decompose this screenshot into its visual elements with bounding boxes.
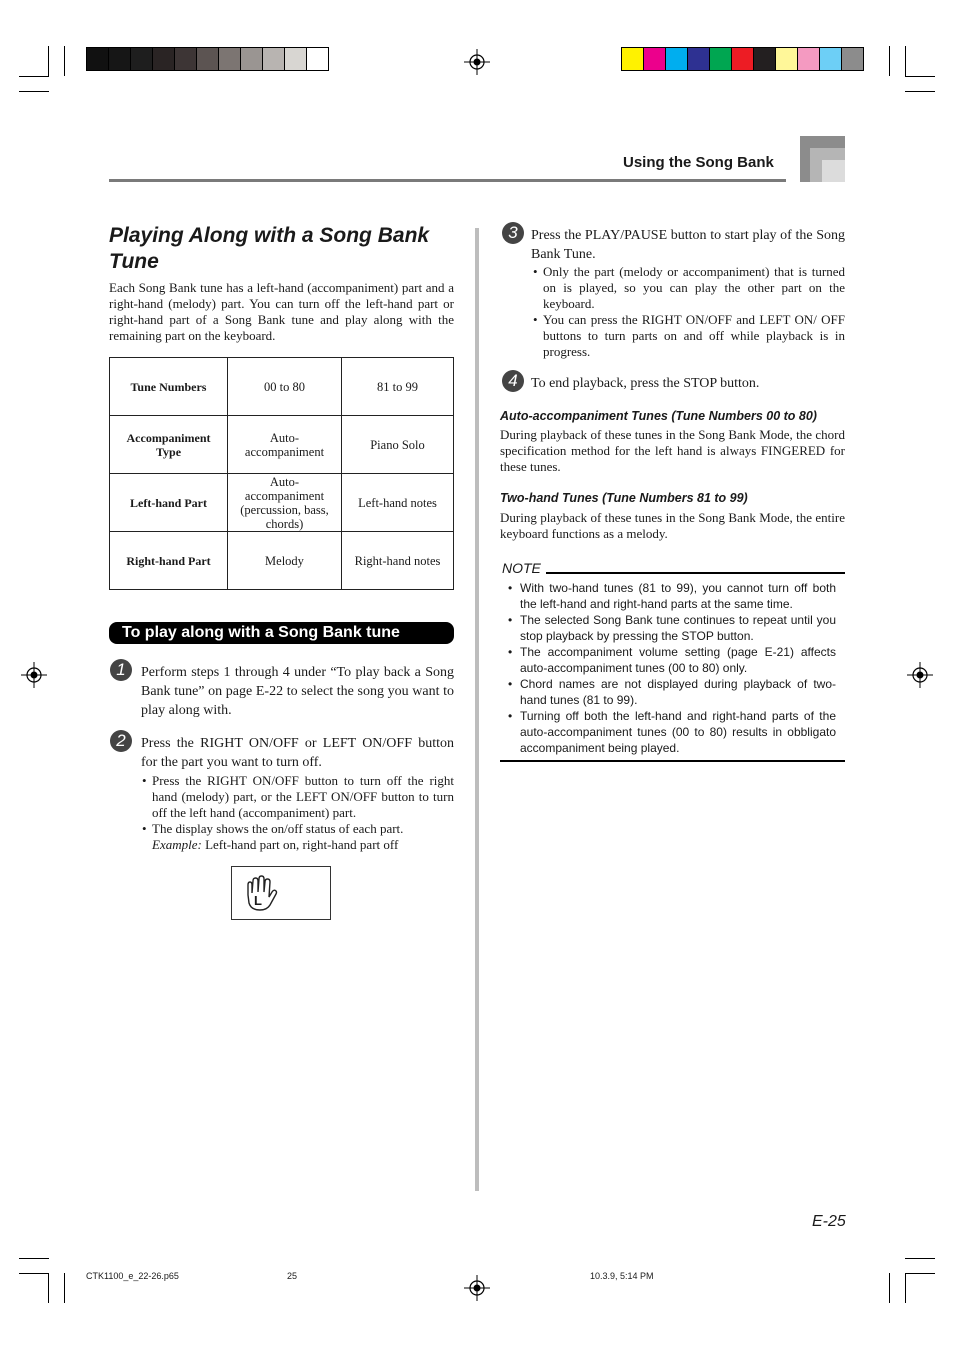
- table-cell: Accompaniment Type: [110, 416, 228, 474]
- crop-mark: [19, 91, 49, 92]
- crop-mark: [19, 76, 49, 77]
- grayscale-calibration-bar: [86, 47, 329, 71]
- color-swatch: [87, 48, 109, 70]
- table-cell: Left-hand Part: [110, 474, 228, 532]
- note-rule: [546, 572, 845, 574]
- note-bottom-rule: [500, 760, 845, 762]
- list-item: • Chord names are not displayed during playback of two-hand tunes (81 to 99).: [508, 676, 836, 708]
- color-swatch: [798, 48, 820, 70]
- color-swatch: [131, 48, 153, 70]
- footer-timestamp: 10.3.9, 5:14 PM: [590, 1271, 654, 1281]
- footer-filename: CTK1100_e_22-26.p65: [86, 1271, 179, 1281]
- step-number-1: 1: [110, 659, 132, 681]
- page-title: Playing Along with a Song Bank Tune: [109, 224, 430, 273]
- crop-mark: [64, 1273, 65, 1303]
- auto-accompaniment-heading: Auto-accompaniment Tunes (Tune Numbers 00 to 80): [500, 409, 817, 423]
- step-3-text: Press the PLAY/PAUSE button to start play of the Song Bank Tune.: [531, 228, 845, 262]
- step-2-text: Press the RIGHT ON/OFF or LEFT ON/OFF button for the part you want to turn off.: [141, 736, 454, 770]
- registration-mark-icon: [462, 1273, 492, 1303]
- table-cell: Piano Solo: [342, 416, 454, 474]
- auto-accompaniment-text: During playback of these tunes in the Song Bank Mode, the chord specification method for the left hand is always FINGERED for these tunes.: [500, 427, 845, 474]
- note-title: NOTE: [502, 560, 541, 576]
- table-cell: Right-hand notes: [342, 532, 454, 590]
- list-item: • Press the RIGHT ON/OFF button to turn off the right hand (melody) part, or the LEFT ON/OFF button to turn off the left hand (accompaniment) part.: [142, 773, 454, 821]
- lcd-display-example: [231, 866, 331, 920]
- color-swatch: [732, 48, 754, 70]
- list-item: • Only the part (melody or accompaniment) that is turned on is played, so you can play the other part on the keyboard.: [533, 264, 845, 312]
- crop-mark: [64, 46, 65, 76]
- table-cell: Right-hand Part: [110, 532, 228, 590]
- crop-mark: [19, 1273, 49, 1274]
- tune-parts-table: [109, 357, 454, 590]
- step-2-bullets: [142, 773, 454, 853]
- section-tab-decoration: [800, 136, 845, 182]
- table-cell: Tune Numbers: [110, 358, 228, 416]
- example-label: Example:: [152, 837, 202, 852]
- color-swatch: [754, 48, 776, 70]
- color-swatch: [622, 48, 644, 70]
- table-cell: Left-hand notes: [342, 474, 454, 532]
- color-swatch: [197, 48, 219, 70]
- color-swatch: [219, 48, 241, 70]
- color-swatch: [241, 48, 263, 70]
- subsection-heading: [109, 622, 454, 644]
- color-swatch: [307, 48, 328, 70]
- color-swatch: [175, 48, 197, 70]
- header-rule: [109, 179, 786, 182]
- display-hand-label: L: [254, 893, 262, 908]
- registration-mark-icon: [462, 47, 492, 77]
- crop-mark: [48, 1273, 49, 1303]
- step-number-3: 3: [502, 222, 524, 244]
- color-swatch: [644, 48, 666, 70]
- list-item: • The accompaniment volume setting (page E-21) affects auto-accompaniment tunes (00 to 80) only.: [508, 644, 836, 676]
- table-row: [110, 416, 454, 474]
- table-cell: Melody: [228, 532, 342, 590]
- color-swatch: [688, 48, 710, 70]
- color-swatch: [842, 48, 863, 70]
- color-swatch: [776, 48, 798, 70]
- color-swatch: [710, 48, 732, 70]
- crop-mark: [889, 46, 890, 76]
- table-cell: 00 to 80: [228, 358, 342, 416]
- registration-mark-icon: [905, 660, 935, 690]
- color-swatch: [153, 48, 175, 70]
- list-item: • With two-hand tunes (81 to 99), you cannot turn off both the left-hand and right-hand parts at the same time.: [508, 580, 836, 612]
- table-row: [110, 474, 454, 532]
- table-row: [110, 532, 454, 590]
- list-item-text: The display shows the on/off status of each part.: [152, 821, 404, 836]
- list-item: • You can press the RIGHT ON/OFF and LEFT ON/ OFF buttons to turn parts on and off while playback is in progress.: [533, 312, 845, 360]
- intro-paragraph: Each Song Bank tune has a left-hand (accompaniment) part and a right-hand (melody) part. You can turn off the left-hand part or right-hand part of a Song Bank tune and play along with the remaining part on the keyboard.: [109, 280, 454, 343]
- step-1-text: Perform steps 1 through 4 under “To play back a Song Bank tune” on page E-22 to select the song you want to play along with.: [141, 665, 454, 718]
- crop-mark: [905, 76, 935, 77]
- registration-mark-icon: [19, 660, 49, 690]
- example-text: Left-hand part on, right-hand part off: [201, 837, 399, 852]
- step-4-text: To end playback, press the STOP button.: [531, 376, 760, 391]
- note-list: [508, 580, 836, 756]
- color-swatch: [285, 48, 307, 70]
- list-item: • The selected Song Bank tune continues to repeat until you stop playback by pressing the STOP button.: [508, 612, 836, 644]
- two-hand-text: During playback of these tunes in the Song Bank Mode, the entire keyboard functions as a melody.: [500, 510, 845, 541]
- list-item: [142, 821, 454, 853]
- color-swatch: [666, 48, 688, 70]
- crop-mark: [905, 1273, 935, 1274]
- crop-mark: [905, 46, 906, 76]
- table-row: [110, 358, 454, 416]
- two-hand-heading: Two-hand Tunes (Tune Numbers 81 to 99): [500, 491, 748, 505]
- step-number-2: 2: [110, 730, 132, 752]
- table-cell: Auto-accompaniment: [228, 416, 342, 474]
- footer-page: 25: [287, 1271, 298, 1281]
- section-title: Using the Song Bank: [623, 154, 774, 171]
- crop-mark: [19, 1258, 49, 1259]
- table-cell: 81 to 99: [342, 358, 454, 416]
- color-swatch: [263, 48, 285, 70]
- column-divider: [475, 228, 479, 1191]
- crop-mark: [905, 1258, 935, 1259]
- color-calibration-bar: [621, 47, 864, 71]
- table-cell: Auto-accompaniment (percussion, bass, chords): [228, 474, 342, 532]
- color-swatch: [109, 48, 131, 70]
- crop-mark: [905, 1273, 906, 1303]
- color-swatch: [820, 48, 842, 70]
- step-3-bullets: [533, 264, 845, 360]
- step-number-4: 4: [502, 370, 524, 392]
- crop-mark: [48, 46, 49, 76]
- list-item: • Turning off both the left-hand and right-hand parts of the auto-accompaniment tunes (00 to 80) results in obbligato accompaniment being played.: [508, 708, 836, 756]
- subsection-title: To play along with a Song Bank tune: [122, 624, 400, 641]
- crop-mark: [905, 91, 935, 92]
- page-number: E-25: [812, 1213, 846, 1230]
- crop-mark: [889, 1273, 890, 1303]
